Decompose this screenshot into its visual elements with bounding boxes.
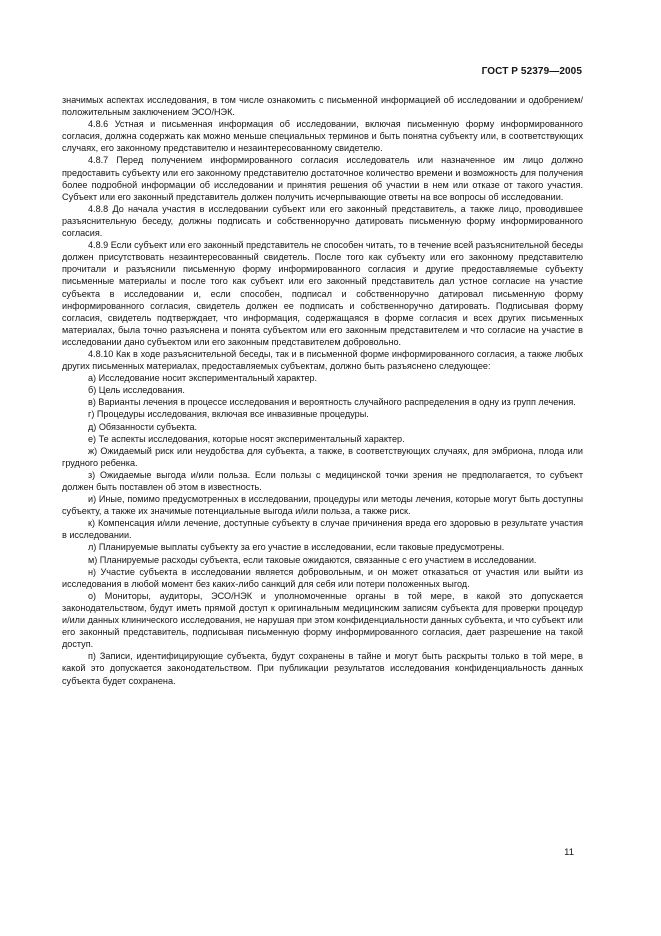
document-header: ГОСТ Р 52379—2005 <box>481 66 582 77</box>
list-item-p: п) Записи, идентифицирующие субъекта, будут сохранены в тайне и могут быть раскрыты только в той мере, в какой это допускается законодательством. При публикации результатов исследования конфиденциальность данных субъекта будет сохранена. <box>62 651 583 686</box>
list-item-d: д) Обязанности субъекта. <box>88 421 198 432</box>
list-item-v: в) Варианты лечения в процессе исследования и вероятность случайного распределения в одну из групп лечения. <box>88 397 576 408</box>
list-item-l: л) Планируемые выплаты субъекту за его участие в исследовании, если таковые предусмотрены. <box>88 542 505 553</box>
list-item-z: з) Ожидаемые выгода и/или польза. Если пользы с медицинской точки зрения не предполагается, то субъект должен быть поставлен об этом в известность. <box>62 469 583 492</box>
paragraph-4-8-7: 4.8.7 Перед получением информированного согласия исследователь или назначенное им лицо должно предоставить субъекту или его законному представителю достаточное количество времени и возможность для получения более подробной информации об исследовании и принятия решения об участии в нем или отказе от такого участия. Субъект или его законный представитель должен получить исчерпывающие ответы на все вопросы об исследовании. <box>62 155 583 202</box>
paragraph-4-8-9: 4.8.9 Если субъект или его законный представитель не способен читать, то в течение всей разъяснительной беседы должен присутствовать незаинтересованный свидетель. После того как субъекту или его законному представителю прочитали и разъяснили письменную форму информированного согласия и другие предоставляемые субъекту письменные материалы и после того как субъект или его законный представитель дал устное согласие на участие субъекта в исследовании и, если способен, подписал и собственноручно датировал письменную форму информированного согласия, свидетель должен ее подписать и собственноручно датировать. Подписывая форму согласия, свидетель подтверждает, что информация, содержащаяся в форме согласия и всех других письменных материалах, была точно разъяснена и понята субъектом или его законным представителем и что согласие на участие в исследовании дано субъектом или его законным представителем добровольно. <box>62 240 583 347</box>
list-item-k: к) Компенсация и/или лечение, доступные субъекту в случае причинения вреда его здоровью в результате участия в исследовании. <box>62 518 583 541</box>
list-item-m: м) Планируемые расходы субъекта, если таковые ожидаются, связанные с его участием в исследовании. <box>88 554 537 565</box>
list-item-i: и) Иные, помимо предусмотренных в исследовании, процедуры или методы лечения, которые могут быть доступны субъекту, а также их значимые потенциальные выгода и/или польза, а также риск. <box>62 494 583 517</box>
list-item-b: б) Цель исследования. <box>88 385 185 396</box>
list-item-e: е) Те аспекты исследования, которые носят экспериментальный характер. <box>88 433 405 444</box>
paragraph-4-8-6: 4.8.6 Устная и письменная информация об исследовании, включая письменную форму информированного согласия, должна содержать как можно меньше специальных терминов и быть понятна субъекту или, в соответствующих случаях, его законному представителю и незаинтересованному свидетелю. <box>62 119 583 154</box>
list-item-o: о) Мониторы, аудиторы, ЭСО/НЭК и уполномоченные органы в той мере, в какой это допускается законодательством, будут иметь прямой доступ к оригинальным медицинским записям субъекта для проверки процедур и/или данных клинического исследования, не нарушая при этом конфиденциальности данных субъекта, и что субъект или его законный представитель, подписывая письменную форму информированного согласия, дает разрешение на такой доступ. <box>62 590 583 650</box>
list-item-a: а) Исследование носит экспериментальный характер. <box>88 373 318 384</box>
paragraph-4-8-10: 4.8.10 Как в ходе разъяснительной беседы, так и в письменной форме информированного согласия, а также любых других письменных материалах, предоставляемых субъектам, должно быть разъяснено следующее: <box>62 348 583 372</box>
list-item-g: г) Процедуры исследования, включая все инвазивные процедуры. <box>88 409 369 420</box>
paragraph-4-8-8: 4.8.8 До начала участия в исследовании субъект или его законный представитель, а также лицо, проводившее разъяснительную беседу, должны подписать и собственноручно датировать письменную форму информированного согласия. <box>62 203 583 239</box>
list-item-n: н) Участие субъекта в исследовании является добровольным, и он может отказаться от участия или выйти из исследования в любой момент без каких-либо санкций для себя или потери положенных выгод. <box>62 566 583 589</box>
paragraph-continuation: значимых аспектах исследования, в том числе ознакомить с письменной информацией об исследовании и одобрением/положительным заключением ЭСО/НЭК. <box>62 95 583 118</box>
page-number: 11 <box>564 847 574 858</box>
list-item-zh: ж) Ожидаемый риск или неудобства для субъекта, а также, в соответствующих случаях, для эмбриона, плода или грудного ребенка. <box>62 445 583 468</box>
document-body <box>62 94 583 687</box>
